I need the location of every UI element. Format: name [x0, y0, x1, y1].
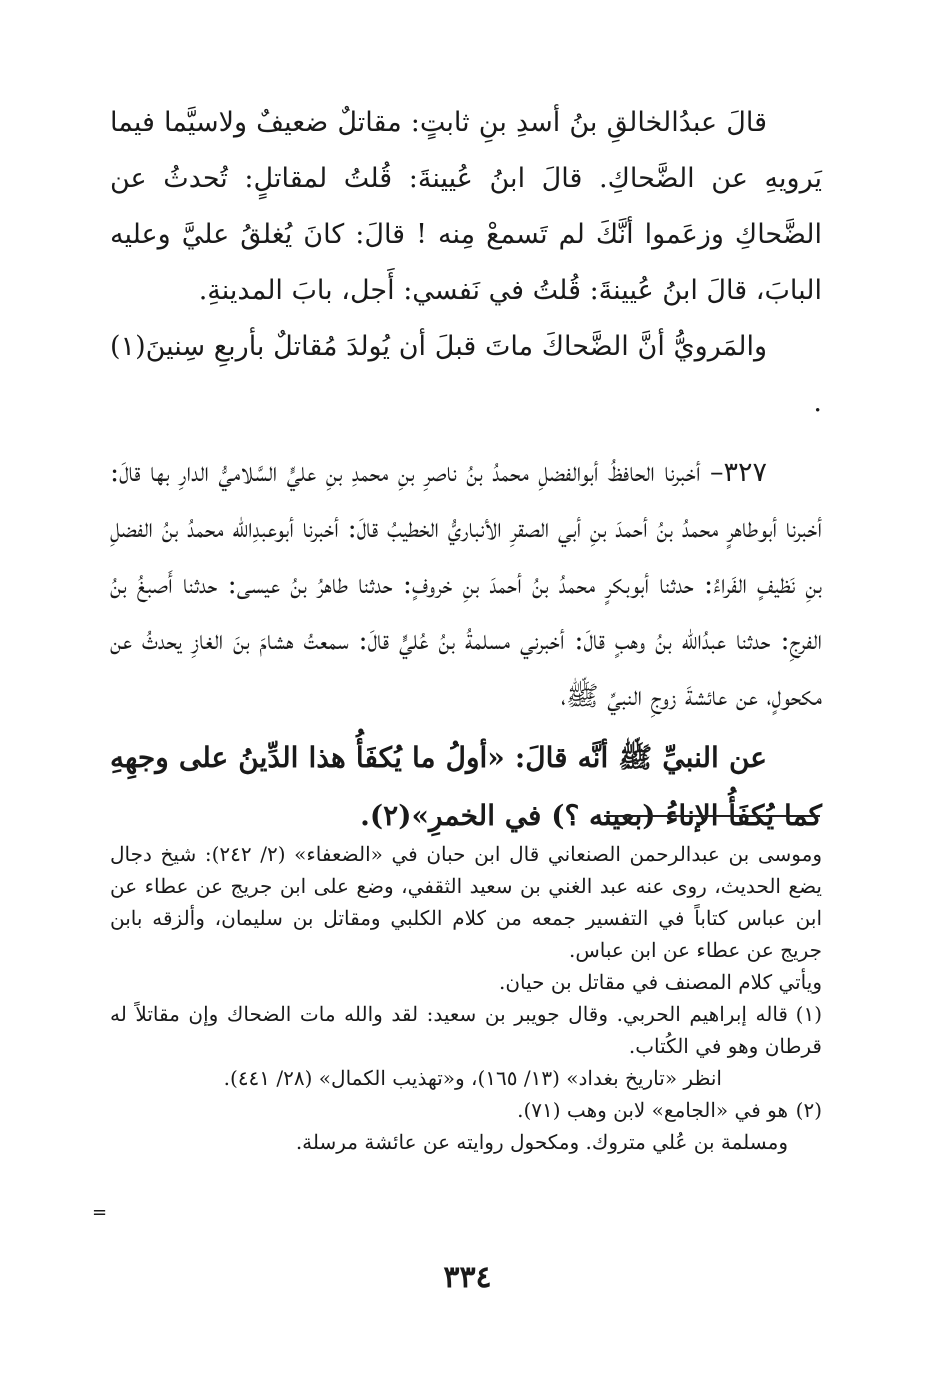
footnote-1-number: (١) [795, 1002, 822, 1026]
footnote-1 [110, 998, 822, 1062]
footnote-2 [110, 1094, 822, 1126]
footnote-2-text: هو في «الجامع» لابن وهب (٧١). [517, 1098, 788, 1122]
footnotes-section [110, 838, 822, 1158]
footnote-2-number: (٢) [795, 1098, 822, 1122]
footnote-1-reference: انظر «تاريخ بغداد» (١٣/ ١٦٥)، و«تهذيب الكمال» (٢٨/ ٤٤١). [223, 1066, 722, 1090]
footnote-carryover: وموسى بن عبدالرحمن الصنعاني قال ابن حبان في «الضعفاء» (٢/ ٢٤٢): شيخ دجال يضع الحديث، روى عنه عبد الغني بن سعيد الثقفي، وضع على ابن جريج عن عطاء عن ابن عباس كتاباً في التفسير جمعه من كلام الكلبي ومقاتل بن سليمان، وألزقه بابن جريج عن عطاء عن ابن عباس. [110, 842, 822, 962]
footnote-carryover-note: ويأتي كلام المصنف في مقاتل بن حيان. [498, 970, 822, 994]
paragraph-hadith-matn: عن النبيِّ ﷺ أنَّه قالَ: «أولُ ما يُكفَأُ هذا الدِّينُ على وجهِهِ كما يُكفَأُ الإناءُ (بعينه ؟) في الخمرِ»(٢). [110, 741, 822, 832]
paragraph-isnad-327: ٣٢٧– أخبرنا الحافظُ أبوالفضلِ محمدُ بنُ ناصرِ بنِ محمدِ بنِ عليٍّ السَّلاميُّ الدارِ بها قالَ: أخبرنا أبوطاهرٍ محمدُ بنُ أحمدَ بنِ أبي الصقرِ الأنباريُّ الخطيبُ قالَ: أخبرنا أبوعبدِالله محمدُ بنُ الفضلِ بنِ نَظيفٍ الفَراءُ: حدثنا أبوبكرٍ محمدُ بنُ أحمدَ بنِ خروفٍ: حدثنا طاهرُ بنُ عيسى: حدثنا أَصبغُ بنُ الفرجِ: حدثنا عبدُالله بنُ وهبٍ قالَ: أخبرني مسلمةُ بنُ عُليٍّ قالَ: سمعتُ هشامَ بنَ الغازِ يحدثُ عن مكحولٍ، عن عائشةَ زوجِ النبيِّ ﷺ، [110, 457, 822, 712]
paragraph-dahhak-death: والمَرويُّ أنَّ الضَّحاكَ ماتَ قبلَ أن يُولدَ مُقاتلٌ بأربعِ سِنينَ(١) . [110, 331, 822, 418]
main-text [110, 95, 822, 845]
footnote-1-text: قاله إبراهيم الحربي. وقال جويبر بن سعيد: لقد والله مات الضحاك وإن مقاتلاً له قرطان وهو في الكُتاب. [110, 1002, 822, 1058]
page-number: ٣٣٤ [443, 1260, 492, 1295]
paragraph-muqatil-criticism: قالَ عبدُالخالقِ بنُ أسدِ بنِ ثابتٍ: مقاتلٌ ضعيفٌ ولاسيَّما فيما يَرويهِ عن الضَّحاكِ. قالَ ابنُ عُيينةَ: قُلتُ لمقاتلٍ: تُحدثُ عن الضَّحاكِ وزعَموا أنَّكَ لم تَسمعْ مِنه ! قالَ: كانَ يُغلقُ عليَّ وعليه البابَ، قالَ ابنُ عُيينةَ: قُلتُ في نَفسي: أَجل، بابَ المدينةِ. [110, 107, 822, 306]
footnote-2-note: ومسلمة بن عُلي متروك. ومكحول روايته عن عائشة مرسلة. [295, 1130, 788, 1154]
footnote-separator [604, 815, 820, 817]
continuation-mark: = [92, 1202, 108, 1223]
